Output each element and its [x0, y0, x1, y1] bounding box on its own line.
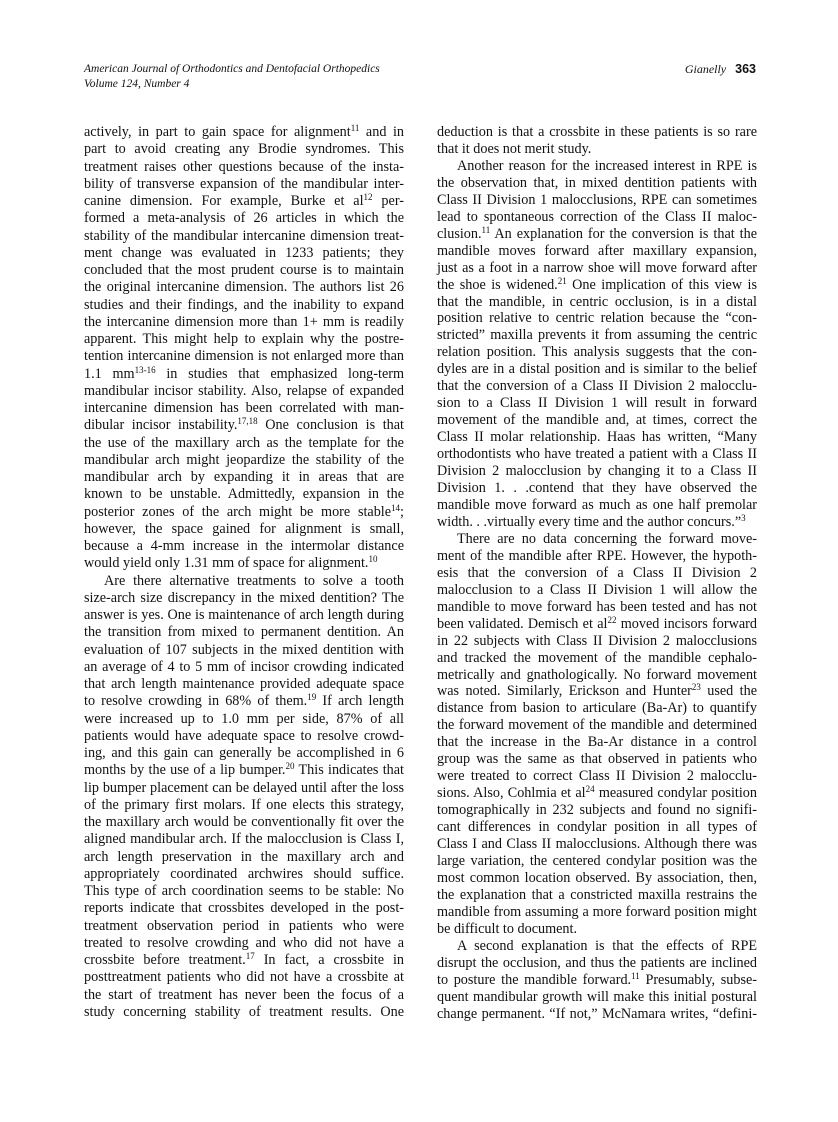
- text-line: mandible moves forward after maxillary expansion,: [437, 242, 757, 259]
- running-header-page: [685, 62, 756, 77]
- text-line: however, the space gained for alignment is small,: [84, 520, 404, 537]
- text-line: would yield only 1.31 mm of space for alignment.$^{10}$: [84, 554, 378, 572]
- citation-superscript: 14: [391, 502, 401, 513]
- text-line: sion to a Class II Division 1 will result in forward: [437, 395, 757, 412]
- citation-superscript: 3: [741, 512, 746, 523]
- text-line: There are no data concerning the forward move-: [457, 530, 757, 547]
- page-number: 363: [735, 62, 756, 76]
- text-line: esis that the conversion of a Class II Division 2: [437, 564, 757, 581]
- text-line: appropriately coordinated archwires should suffice.: [84, 865, 404, 882]
- text-line: relation position. This analysis suggests that the con-: [437, 344, 757, 361]
- text-line: Are there alternative treatments to solve a tooth: [104, 572, 404, 589]
- text-line: arch length preservation in the maxillary arch and: [84, 848, 404, 865]
- text-line: lip bumper placement can be delayed until after the loss: [84, 779, 404, 796]
- text-line: be difficult to document.: [437, 920, 578, 937]
- citation-superscript: 11: [631, 970, 640, 981]
- paragraph: [84, 124, 404, 573]
- running-header-journal: [84, 62, 380, 92]
- text-line: was noted. Similarly, Erickson and Hunter$^{23}$ used the: [437, 682, 757, 700]
- text-line: studies and their findings, and the inability to expand: [84, 296, 404, 313]
- text-line: of the primary first molars. If one elects this strategy,: [84, 796, 404, 813]
- text-line: orthodontists who have treated a patient with a Class II: [437, 446, 757, 463]
- text-line: patients would have adequate space to resolve crowd-: [84, 727, 404, 744]
- text-line: the transition from mixed to permanent dentition. An: [84, 624, 404, 641]
- text-line: Class II Division 1 malocclusions, RPE can sometimes: [437, 191, 757, 208]
- text-line: large variation, the centered condylar position was the: [437, 852, 757, 869]
- citation-superscript: 11: [481, 224, 491, 235]
- text-line: crossbite before treatment.$^{17}$ In fact, a crossbite in: [84, 951, 405, 968]
- text-line: cant differences in condylar position in all types of: [437, 819, 757, 836]
- citation-superscript: 17: [245, 951, 255, 961]
- text-line: malocclusion to a Class II Division 1 will allow the: [437, 581, 757, 598]
- text-line: mandible move forward as much as one half premolar: [437, 496, 757, 513]
- text-line: Another reason for the increased interest in RPE is: [457, 157, 757, 174]
- text-line: that the conversion of a Class II Division 2 malocclu-: [437, 378, 757, 395]
- text-line: position relative to centric relation because the “con-: [437, 310, 757, 327]
- citation-superscript: 19: [307, 692, 317, 703]
- text-line: to resolve crowding in 68% of them.$^{19}$ If arch length: [84, 692, 404, 710]
- text-line: canine dimension. For example, Burke et $al^{12}$ per-: [84, 192, 404, 209]
- text-line: were treated to correct Class II Division 2 malocclu-: [437, 768, 757, 785]
- text-line: metrically and gnathologically. No forward movement: [437, 666, 757, 683]
- text-line: ing, and this gain can generally be accomplished in 6: [84, 745, 404, 761]
- text-line: treated to resolve crowding and who did not have a: [84, 934, 404, 951]
- text-line: the maxillary arch would be conventionally fit over the: [84, 814, 404, 830]
- text-line: change permanent. “If not,” McNamara writes, “defini-: [437, 1005, 757, 1022]
- text-line: that arch length maintenance provided adequate space: [84, 676, 404, 692]
- journal-title: American Journal of Orthodontics and Dentofacial Orthopedics: [84, 63, 380, 75]
- text-line: Class I and Class II malocclusions. Although there was: [437, 836, 757, 853]
- text-line: the observation that, in mixed dentition patients with: [437, 174, 757, 191]
- citation-superscript: 10: [368, 554, 378, 565]
- citation-superscript: 23: [691, 682, 701, 693]
- text-line: the explanation that a constricted maxilla restrains the: [437, 886, 757, 903]
- text-line: Division 1. . .contend that they have observed the: [437, 480, 757, 497]
- text-line: intercanine dimension has been correlated with man-: [84, 400, 404, 416]
- text-line: quent mandibular growth will make this initial postural: [437, 988, 757, 1005]
- citation-superscript: 13-16: [134, 364, 156, 375]
- text-line: dibular incisor instability.$^{17,18}$ One conclusion is that: [84, 416, 404, 434]
- text-line: size-arch size discrepancy in the mixed dentition? The: [84, 589, 404, 606]
- text-line: apparent. This might help to explain why the postre-: [84, 331, 404, 347]
- text-line: 1.1 $mm^{13-16}$ in studies that emphasized long-term: [84, 364, 405, 382]
- text-line: the shoe is widened.$^{21}$ One implication of this view is: [437, 275, 757, 293]
- paragraph: [84, 573, 404, 1022]
- text-line: study concerning stability of treatment results. One: [84, 1003, 404, 1020]
- text-line: movement of the mandible and, at times, correct the: [437, 412, 757, 429]
- text-line: stricted” maxilla prevents it from assuming the centric: [437, 327, 757, 344]
- paragraph: [437, 124, 757, 158]
- citation-superscript: 12: [363, 192, 373, 202]
- text-line: mandible from assuming a more forward position might: [437, 903, 757, 920]
- citation-superscript: 22: [607, 614, 617, 625]
- text-line: lead to spontaneous correction of the Class II maloc-: [437, 208, 757, 225]
- text-line: distance from basion to articulare (Ba-Ar) to quantify: [437, 700, 757, 717]
- text-line: treatment observation period in patients who were: [84, 917, 404, 934]
- text-line: tomographically in 232 subjects and found no signifi-: [437, 802, 757, 819]
- text-line: were increased up to 1.0 mm per side, 87% of all: [84, 710, 404, 727]
- citation-superscript: 24: [585, 784, 595, 795]
- paragraph: [437, 938, 757, 1023]
- text-line: clusion.$^{11}$ An explanation for the conversion is that the: [437, 224, 757, 242]
- text-line: mandible to move forward has been tested and has not: [437, 598, 757, 615]
- text-line: stability of the mandibular intercanine dimension treat-: [84, 227, 404, 244]
- text-line: the use of the maxillary arch as the template for the: [84, 434, 404, 451]
- citation-superscript: 11: [350, 123, 360, 133]
- text-line: just as a foot in a narrow shoe will move forward after: [437, 259, 757, 276]
- text-line: ment change was evaluated in 1233 patients; they: [84, 244, 404, 261]
- text-line: disrupt the occlusion, and thus the patients are inclined: [437, 954, 757, 971]
- journal-volume: Volume 124, Number 4: [84, 78, 190, 90]
- running-author: Gianelly: [684, 62, 727, 76]
- text-line: treatment raises other questions because of the insta-: [84, 158, 404, 175]
- text-line: tention intercanine dimension is not enlarged more than: [84, 348, 404, 365]
- text-line: answer is yes. One is maintenance of arch length during: [84, 607, 404, 623]
- text-line: ment of the mandible after RPE. However, the hypoth-: [437, 547, 757, 564]
- text-line: an average of 4 to 5 mm of incisor crowding indicated: [84, 658, 404, 675]
- text-line: that the mandible, in centric occlusion, is in a distal: [437, 293, 757, 310]
- text-line: to posture the mandible forward.$^{11}$ Presumably, subse-: [437, 970, 757, 988]
- citation-superscript: 20: [285, 761, 295, 772]
- text-line: bility of transverse expansion of the mandibular inter-: [84, 175, 404, 192]
- text-line: in 22 subjects with Class II Division 2 malocclusions: [437, 632, 757, 649]
- text-line: sions. Also, Cohlmia et $al^{24}$ measured condylar position: [437, 784, 757, 802]
- text-line: that the increase in the Ba-Ar distance in a control: [437, 734, 757, 751]
- text-line: because a 4-mm increase in the intermolar distance: [84, 538, 404, 554]
- citation-superscript: 21: [557, 275, 567, 286]
- text-line: dyles are in a distal position and is similar to the belief: [437, 361, 757, 378]
- text-line: posterior zones of the arch might be more stable$^{14}$;: [84, 502, 404, 520]
- text-line: Division 2 malocclusion by changing it to a Class II: [437, 463, 757, 480]
- text-line: been validated. Demisch et $al^{22}$ moved incisors forward: [437, 614, 757, 632]
- citation-superscript: 17,18: [237, 416, 258, 427]
- text-line: concluded that the most prudent course is to maintain: [84, 262, 404, 278]
- text-line: group was the same as that observed in patients who: [437, 751, 757, 768]
- text-line: the original intercanine dimension. The authors list 26: [84, 279, 404, 296]
- text-line: mandibular incisor stability. Also, relapse of expanded: [84, 382, 404, 399]
- text-line: the start of treatment has never been the focus of a: [84, 986, 404, 1003]
- text-column-left: [84, 124, 404, 1021]
- text-line: most common location observed. By association, then,: [437, 869, 757, 886]
- text-line: that it does not merit study.: [437, 140, 592, 157]
- paragraph: [437, 158, 757, 531]
- text-column-right: [437, 124, 757, 1023]
- text-line: the intercanine dimension more than 1+ mm is readily: [84, 313, 404, 330]
- text-line: mandibular arch by expanding it in areas that are: [84, 469, 404, 485]
- text-line: known to be unstable. Admittedly, expansion in the: [84, 486, 404, 503]
- text-line: evaluation of 107 subjects in the mixed dentition with: [84, 641, 404, 658]
- text-line: Class II molar relationship. Haas has written, “Many: [437, 429, 757, 446]
- text-line: mandibular arch might jeopardize the stability of the: [84, 451, 404, 468]
- text-line: actively, in part to gain space for alignment$^{11}$ and in: [84, 123, 404, 140]
- text-line: part to avoid creating any Brodie syndromes. This: [84, 141, 404, 158]
- text-line: aligned mandibular arch. If the malocclusion is Class I,: [84, 831, 404, 848]
- text-line: A second explanation is that the effects of RPE: [457, 937, 757, 954]
- text-line: width. . .virtually every time and the author concurs.”$^3$: [437, 512, 746, 530]
- text-line: deduction is that a crossbite in these patients is so rare: [437, 124, 757, 140]
- text-line: reports indicate that crossbites developed in the post-: [84, 900, 404, 917]
- paragraph: [437, 531, 757, 938]
- text-line: formed a meta-analysis of 26 articles in which the: [84, 210, 404, 227]
- text-line: months by the use of a lip bumper.$^{20}$ This indicates that: [84, 761, 404, 779]
- text-line: posttreatment patients who did not have a crossbite at: [84, 969, 404, 986]
- text-line: This type of arch coordination seems to be stable: No: [84, 883, 404, 899]
- text-line: and tracked the movement of the mandible cephalo-: [437, 649, 757, 666]
- text-line: the forward movement of the mandible and determined: [437, 717, 757, 734]
